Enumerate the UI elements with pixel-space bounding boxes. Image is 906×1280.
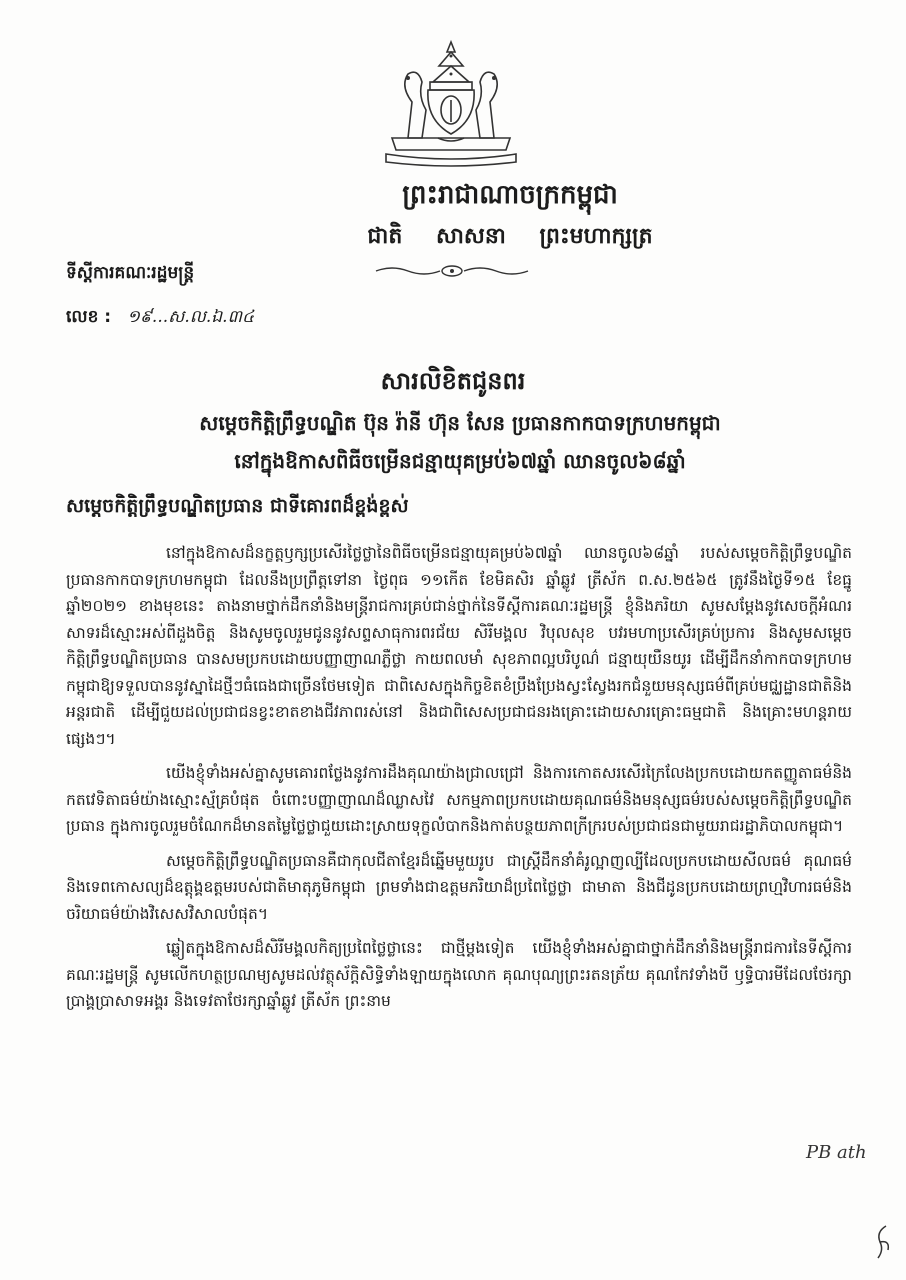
document-title: សារលិខិតជូនពរ [380,367,526,395]
reference-value: ១៩...ស.ល.ឯ.៣៤ [127,307,255,327]
reference-number [66,306,254,331]
handwritten-corner-mark [872,1222,896,1262]
office-name: ទីស្តីការគណៈរដ្ឋមន្ត្រី [66,263,195,283]
salutation: សម្តេចកិត្តិព្រឹទ្ធបណ្ឌិតប្រធាន ជាទីគោរពដ៏ខ្ពង់ខ្ពស់ [66,495,409,517]
letter-body [66,540,852,1023]
kingdom-heading: ព្រះរាជាណាចក្រកម្ពុជា [402,180,618,210]
reference-label: លេខ : [66,307,112,327]
paragraph: យើងខ្ញុំទាំងអស់គ្នាសូមគោរពថ្លែងនូវការដឹងគុណយ៉ាងជ្រាលជ្រៅ និងការកោតសរសើរក្រៃលែងប្រកបដោយកតញ្ញូតាធម៌និងកតវេទិតាធម៌យ៉ាងស្មោះស្ម័គ្របំផុត ចំពោះបញ្ញាញាណដ៏ឈ្លាសវៃ សកម្មភាពប្រកបដោយគុណធម៌និងមនុស្សធម៌របស់សម្តេចកិត្តិព្រឹទ្ធបណ្ឌិតប្រធាន ក្នុងការចូលរួមចំណែកដ៏មានតម្លៃថ្លៃថ្លាជួយដោះស្រាយទុក្ខលំបាកនិងកាត់បន្ថយភាពក្រីក្ររបស់ប្រជាជនជាមួយរាជរដ្ឋាភិបាលកម្ពុជា។ [66,764,852,835]
handwritten-initials: PB ath [806,1142,867,1163]
document-subtitle-line-2: នៅក្នុងឱកាសពិធីចម្រើនជន្មាយុគម្រប់៦៧ឆ្នាំ ឈានចូល៦៨ឆ្នាំ [234,449,686,473]
paragraph: ឆ្លៀតក្នុងឱកាសដ៏សិរីមង្គលកិត្យប្រពៃថ្លៃថ្លានេះ ជាថ្មីម្តងទៀត យើងខ្ញុំទាំងអស់គ្នាជាថ្នាក់ដឹកនាំនិងមន្ត្រីរាជការនៃទីស្តីការគណៈរដ្ឋមន្ត្រី សូមលើកហត្ថប្រណម្យសូមដល់វត្ថុស័ក្តិសិទ្ធិទាំងឡាយក្នុងលោក គុណបុណ្យព្រះរតនត្រ័យ គុណកែវទាំងបី ឫទ្ធិបារមីដែលថែរក្សាប្រាង្គប្រាសាទអង្គរ និងទេវតាថែរក្សាឆ្នាំឆ្លូវ ត្រីស័ក ព្រះនាម [66,939,852,1010]
paragraph: នៅក្នុងឱកាសដ៏នក្ខត្តឫក្សប្រសើរថ្លៃថ្លានៃពិធីចម្រើនជន្មាយុគម្រប់៦៧ឆ្នាំ ឈានចូល៦៨ឆ្នាំ របស់សម្តេចកិត្តិព្រឹទ្ធបណ្ឌិត ប្រធានកាកបាទក្រហមកម្ពុជា ដែលនឹងប្រព្រឹត្តទៅនា ថ្ងៃពុធ ១១កើត ខែមិគសិរ ឆ្នាំឆ្លូវ ត្រីស័ក ព.ស.២៥៦៥ ត្រូវនឹងថ្ងៃទី១៥ ខែធ្នូ ឆ្នាំ២០២១ ខាងមុខនេះ តាងនាមថ្នាក់ដឹកនាំនិងមន្ត្រីរាជការគ្រប់ជាន់ថ្នាក់នៃទីស្តីការគណៈរដ្ឋមន្ត្រី ខ្ញុំនិងភរិយា សូមសម្តែងនូវសេចក្តីអំណរសាទរដ៏ស្មោះអស់ពីដួងចិត្ត និងសូមចូលរួមជូននូវសព្ទសាធុការពរជ័យ សិរីមង្គល វិបុលសុខ បវរមហាប្រសើរគ្រប់ប្រការ និងសូមសម្តេចកិត្តិព្រឹទ្ធបណ្ឌិតប្រធាន បានសមប្រកបដោយបញ្ញាញាណភ្លឺថ្លា កាយពលមាំ សុខភាពល្អបរិបូណ៌ ជន្មាយុយឺនយូរ ដើម្បីដឹកនាំកាកបាទក្រហមកម្ពុជាឱ្យទទួលបាននូវស្នាដៃថ្មីៗធំធេងជាច្រើនថែមទៀត ជាពិសេសក្នុងកិច្ចខិតខំប្រឹងប្រែងស្វះស្វែងរកជំនួយមនុស្សធម៌ពីគ្រប់មជ្ឈដ្ឋានជាតិនិងអន្តរជាតិ ដើម្បីជួយដល់ប្រជាជនខ្វះខាតខាងជីវភាពរស់នៅ និងជាពិសេសប្រជាជនរងគ្រោះដោយសារគ្រោះធម្មជាតិ និងគ្រោះមហន្តរាយផ្សេងៗ។ [66,544,852,748]
national-motto: ជាតិ សាសនា ព្រះមហាក្សត្រ [367,224,653,249]
document-subtitle-line-1: សម្តេចកិត្តិព្រឹទ្ធបណ្ឌិត ប៊ុន រ៉ានី ហ៊ុន សែន ប្រធានកាកបាទក្រហមកម្ពុជា [199,411,721,435]
royal-arms-emblem [378,38,524,170]
paragraph: សម្តេចកិត្តិព្រឹទ្ធបណ្ឌិតប្រធានគឺជាកុលជីតាខ្មែរដ៏ឆ្នើមមួយរូប ជាស្ត្រីដឹកនាំគំរូល្អាញល្បីដែលប្រកបដោយសីលធម៌ គុណធម៌ និងទេពកោសល្យដ៏ឧត្តុង្គឧត្តមរបស់ជាតិមាតុភូមិកម្ពុជា ព្រមទាំងជាឧត្តមភរិយាដ៏ប្រពៃថ្លៃថ្លា ជាមាតា និងជីដូនប្រកបដោយព្រហ្មវិហារធម៌និងចរិយាធម៌យ៉ាងវិសេសវិសាលបំផុត។ [66,851,852,923]
ornament-divider [372,262,532,280]
